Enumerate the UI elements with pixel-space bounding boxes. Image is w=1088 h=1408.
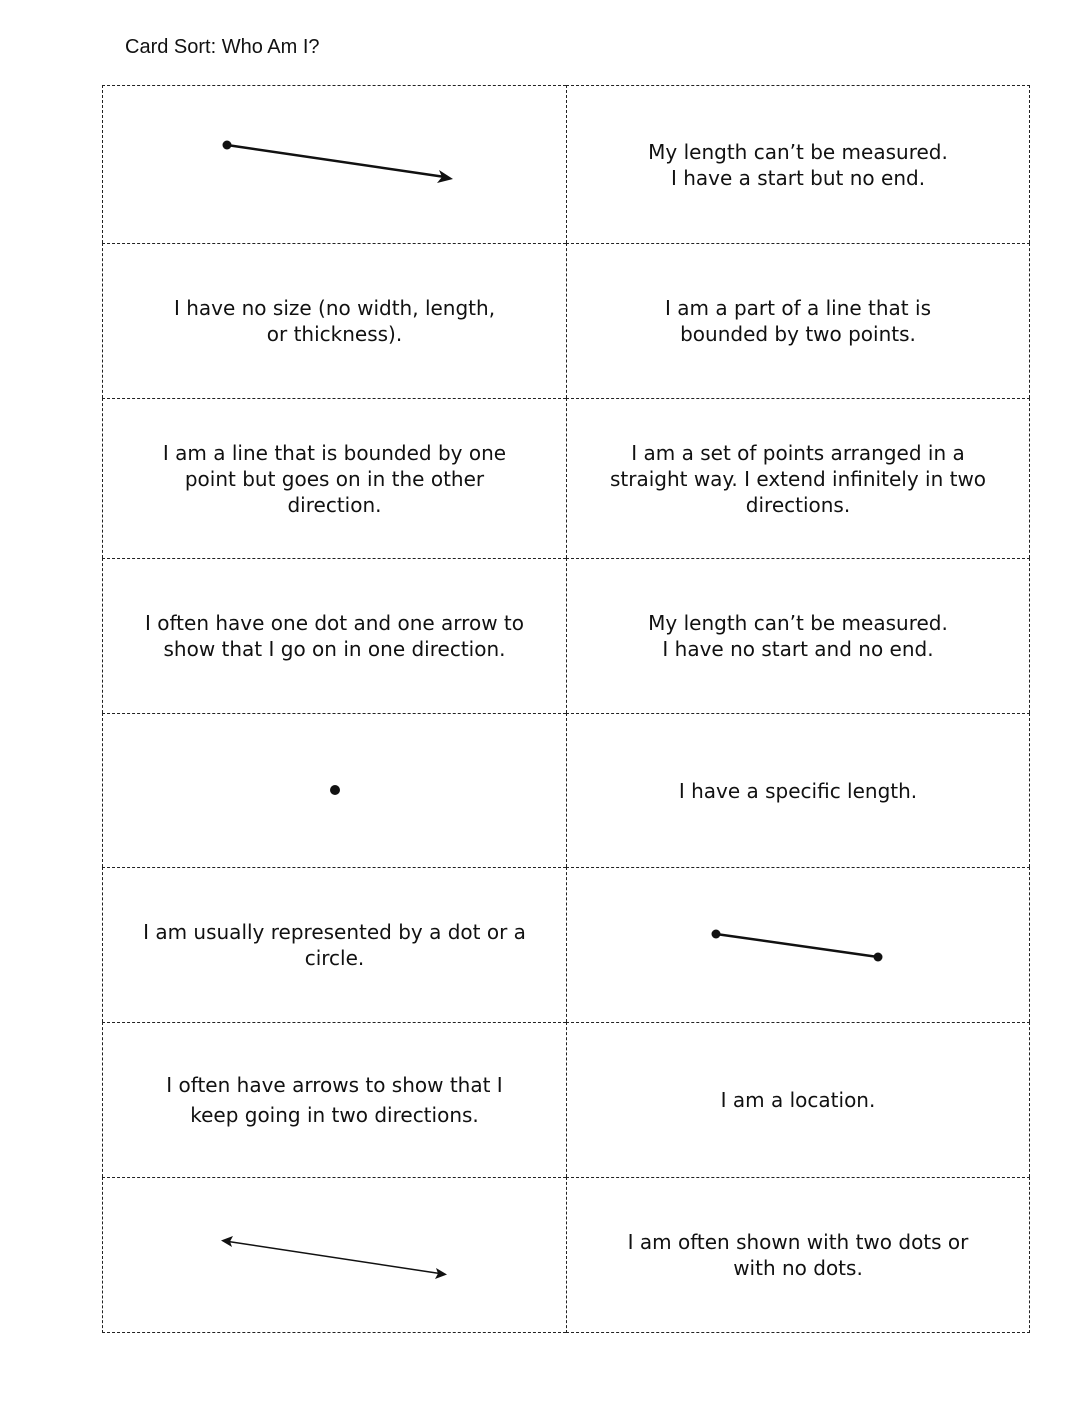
card-figure-point[interactable]	[102, 713, 566, 867]
card-text-content: My length can’t be measured. I have a start but no end.	[648, 139, 948, 190]
card-figure-ray[interactable]	[102, 85, 566, 243]
card-text[interactable]	[566, 398, 1030, 558]
card-text[interactable]	[102, 867, 566, 1022]
card-text[interactable]	[566, 1177, 1030, 1333]
card-figure-line-segment[interactable]	[566, 867, 1030, 1022]
card-text-content: My length can’t be measured. I have no start and no end.	[648, 611, 948, 661]
card-text[interactable]	[102, 398, 566, 558]
card-grid	[102, 85, 1030, 1333]
line-icon	[103, 1177, 567, 1333]
card-text[interactable]	[102, 558, 566, 713]
line-segment-icon	[566, 868, 1030, 1023]
card-text-content: I am a set of points arranged in a straight way. I extend infinitely in two directions.	[609, 440, 987, 517]
card-text-content: I have no size (no width, length, or thickness).	[173, 296, 496, 346]
card-text-content: I am a part of a line that is bounded by two points.	[665, 296, 931, 346]
card-text[interactable]	[102, 243, 566, 398]
card-figure-line[interactable]	[102, 1177, 566, 1333]
card-text-content: I am often shown with two dots or with no dots.	[627, 1230, 969, 1280]
card-text[interactable]	[566, 1022, 1030, 1177]
card-text-content: I often have arrows to show that I keep going in two directions.	[166, 1073, 503, 1127]
card-text[interactable]	[102, 1022, 566, 1177]
point-icon	[103, 714, 567, 868]
page-title: Card Sort: Who Am I?	[125, 36, 320, 58]
card-text[interactable]	[566, 558, 1030, 713]
ray-icon	[103, 86, 567, 244]
card-text-content: I often have one dot and one arrow to show that I go on in one direction.	[145, 611, 524, 661]
card-text-content: I am a line that is bounded by one point but goes on in the other direction.	[162, 440, 507, 517]
card-text[interactable]	[566, 713, 1030, 867]
card-text-content: I am usually represented by a dot or a circle.	[143, 920, 526, 970]
card-text[interactable]	[566, 243, 1030, 398]
card-text[interactable]	[566, 85, 1030, 243]
card-text-content: I am a location.	[720, 1088, 876, 1112]
card-text-content: I have a specific length.	[678, 778, 918, 803]
